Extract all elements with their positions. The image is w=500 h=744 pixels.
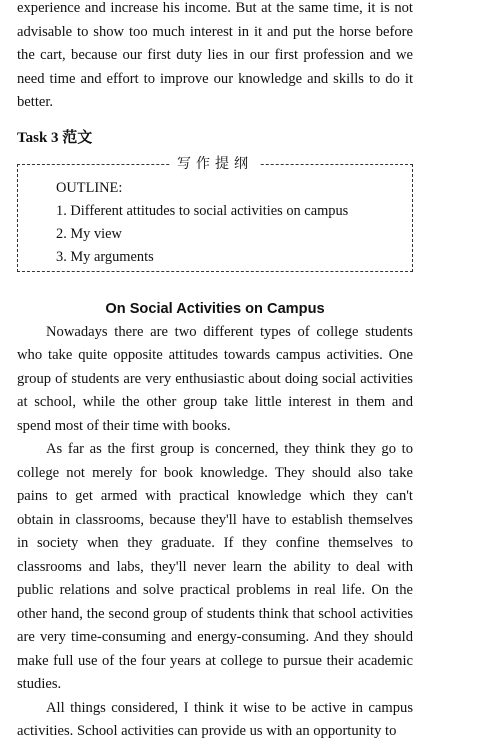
essay-title: On Social Activities on Campus xyxy=(105,300,325,317)
outline-label: OUTLINE: xyxy=(56,179,123,196)
essay-paragraph: Nowadays there are two different types of college students who take quite opposite attitudes towards campus activities. One group of students are very enthusiastic about doing social activities at school, while the other group take little interest in them and spend most of their time with books. xyxy=(17,323,413,434)
task-heading: Task 3 范文 xyxy=(17,129,93,146)
essay-paragraph: As far as the first group is concerned, they think they go to college not merely for book knowledge. They should also take pains to get armed with practical knowledge which they can't obtain in classrooms, because they'll have to establish themselves in society when they graduate. If they confine themselves to classrooms and labs, they'll never learn the ability to deal with public relations and solve practical problems in real life. On the other hand, the second group of students think that school activities are very time-consuming and energy-consuming. And they should make full use of the four years at college to pursue their academic studies. xyxy=(17,441,413,692)
essay-paragraph: All things considered, I think it wise to be active in campus activities. School activities can provide us with an opportunity to xyxy=(17,699,413,739)
outline-box xyxy=(17,155,413,272)
document-page xyxy=(17,0,413,744)
outline-item: 2. My view xyxy=(56,225,122,242)
intro-paragraph: experience and increase his income. But at the same time, it is not advisable to show too much interest in it and put the horse before the cart, because our first duty lies in our first profession and we need time and effort to improve our knowledge and skills to do it better. xyxy=(17,0,413,110)
outline-item: 1. Different attitudes to social activities on campus xyxy=(56,202,349,219)
outline-box-title: 写作提纲 xyxy=(171,154,259,174)
outline-item: 3. My arguments xyxy=(56,248,154,265)
essay-body xyxy=(17,321,413,744)
